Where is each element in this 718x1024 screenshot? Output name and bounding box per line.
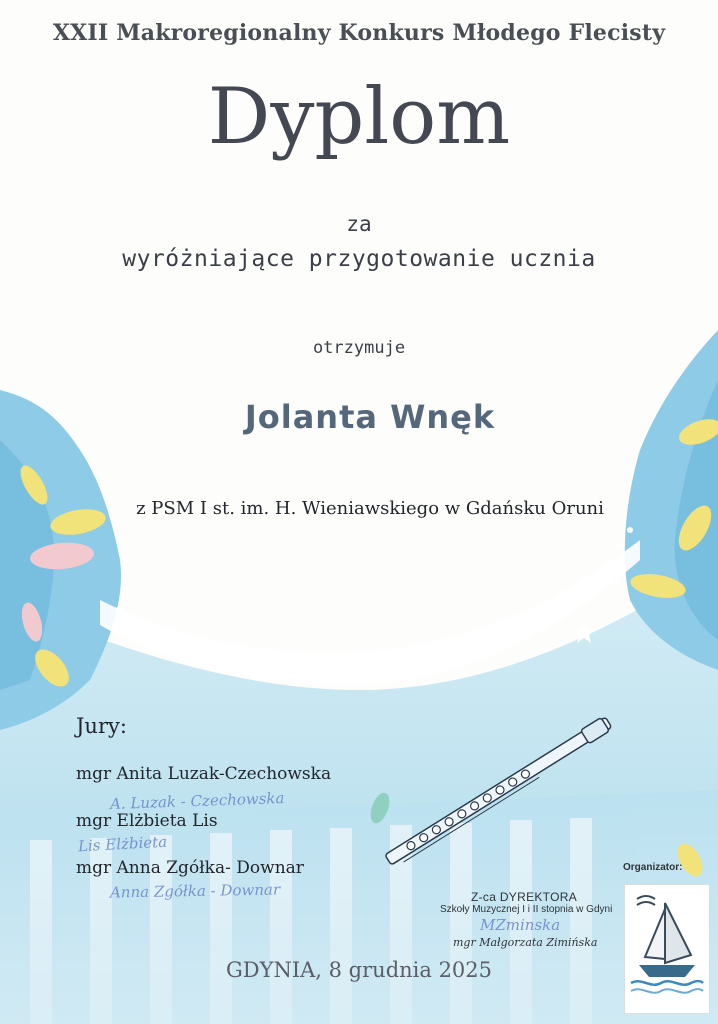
school-line: z PSM I st. im. H. Wieniawskiego w Gdańsku Oruni — [136, 498, 604, 519]
receives-label: otrzymuje — [312, 338, 406, 358]
contest-name: XXII Makroregionalny Konkurs Młodego Flecisty — [52, 20, 666, 46]
director-name: mgr Małgorzata Zimińska — [453, 936, 598, 949]
signature-2: Lis Elżbieta — [77, 832, 168, 856]
director-subtitle: Szkoły Muzycznej I i II stopnia w Gdyni — [440, 904, 613, 915]
for-label: za — [346, 212, 372, 236]
director-signature: MZminska — [480, 916, 561, 934]
ship-logo-icon — [624, 884, 710, 1014]
jury-label: Jury: — [76, 714, 127, 738]
diploma-title: Dyplom — [207, 72, 511, 162]
signature-1: A. Luzak - Czechowska — [109, 788, 285, 814]
signature-3: Anna Zgółka - Downar — [109, 880, 281, 902]
organizer-label: Organizator: — [623, 862, 683, 873]
jury-member-2: mgr Elżbieta Lis — [76, 811, 218, 831]
recipient-name: Jolanta Wnęk — [244, 398, 496, 436]
jury-member-3: mgr Anna Zgółka- Downar — [76, 858, 304, 878]
place-date: GDYNIA, 8 grudnia 2025 — [225, 958, 493, 982]
director-block — [440, 890, 613, 915]
jury-member-1: mgr Anita Luzak-Czechowska — [76, 764, 332, 784]
award-reason: wyróżniające przygotowanie ucznia — [122, 246, 596, 272]
director-title: Z-ca DYREKTORA — [471, 890, 577, 904]
